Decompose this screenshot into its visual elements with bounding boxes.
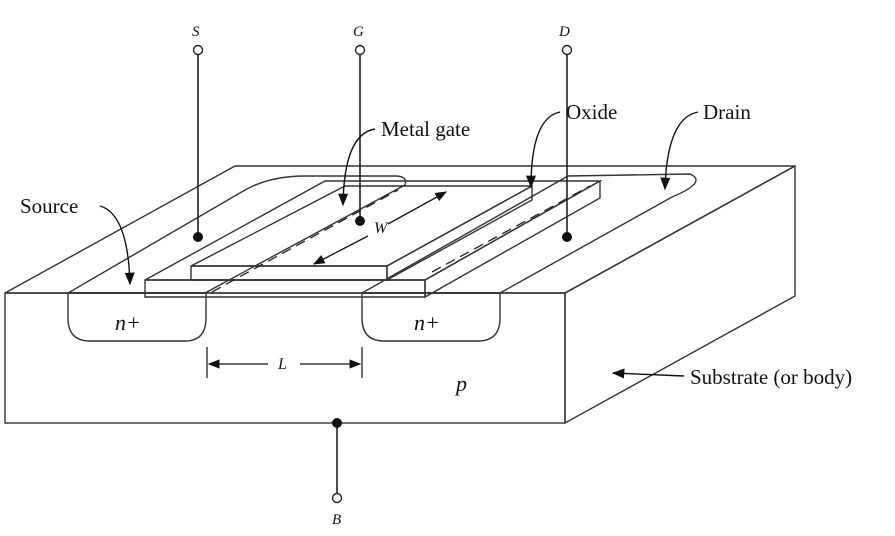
- substrate-label: Substrate (or body): [690, 365, 853, 389]
- source-label: Source: [20, 194, 79, 218]
- oxide-leader-arrow: [531, 112, 560, 187]
- metal-gate-front-face: [191, 266, 387, 280]
- width-arrow-down: [314, 236, 368, 264]
- drain-diffusion-top: [362, 174, 696, 293]
- source-n-plus-label: n+: [115, 310, 141, 335]
- source-terminal-label: S: [192, 24, 200, 40]
- gate-terminal-label: G: [353, 24, 364, 40]
- source-terminal-circle: [194, 46, 203, 55]
- width-label: W: [374, 220, 388, 237]
- oxide-front-face: [145, 280, 425, 297]
- source-diffusion-top: [68, 176, 406, 293]
- drain-leader-arrow: [665, 112, 698, 189]
- length-label: L: [278, 356, 287, 373]
- metal-gate-label: Metal gate: [381, 117, 471, 141]
- drain-terminal-label: D: [559, 24, 570, 40]
- gate-contact-dot: [355, 216, 365, 226]
- drain-label: Drain: [703, 100, 751, 124]
- source-contact-dot: [193, 232, 203, 242]
- metal-gate-leader-arrow: [343, 129, 375, 205]
- body-terminal-label: B: [332, 512, 342, 528]
- drain-terminal-circle: [563, 46, 572, 55]
- oxide-label: Oxide: [566, 100, 618, 124]
- drain-n-plus-label: n+: [414, 310, 440, 335]
- body-contact-dot: [332, 418, 342, 428]
- body-terminal-circle: [333, 494, 342, 503]
- gate-terminal-circle: [356, 46, 365, 55]
- oxide-right-face: [425, 181, 600, 297]
- substrate-leader-arrow: [613, 373, 684, 376]
- substrate-top-face: [5, 166, 795, 293]
- body-p-label: p: [456, 371, 467, 396]
- width-arrow-up: [388, 192, 446, 224]
- drain-contact-dot: [562, 232, 572, 242]
